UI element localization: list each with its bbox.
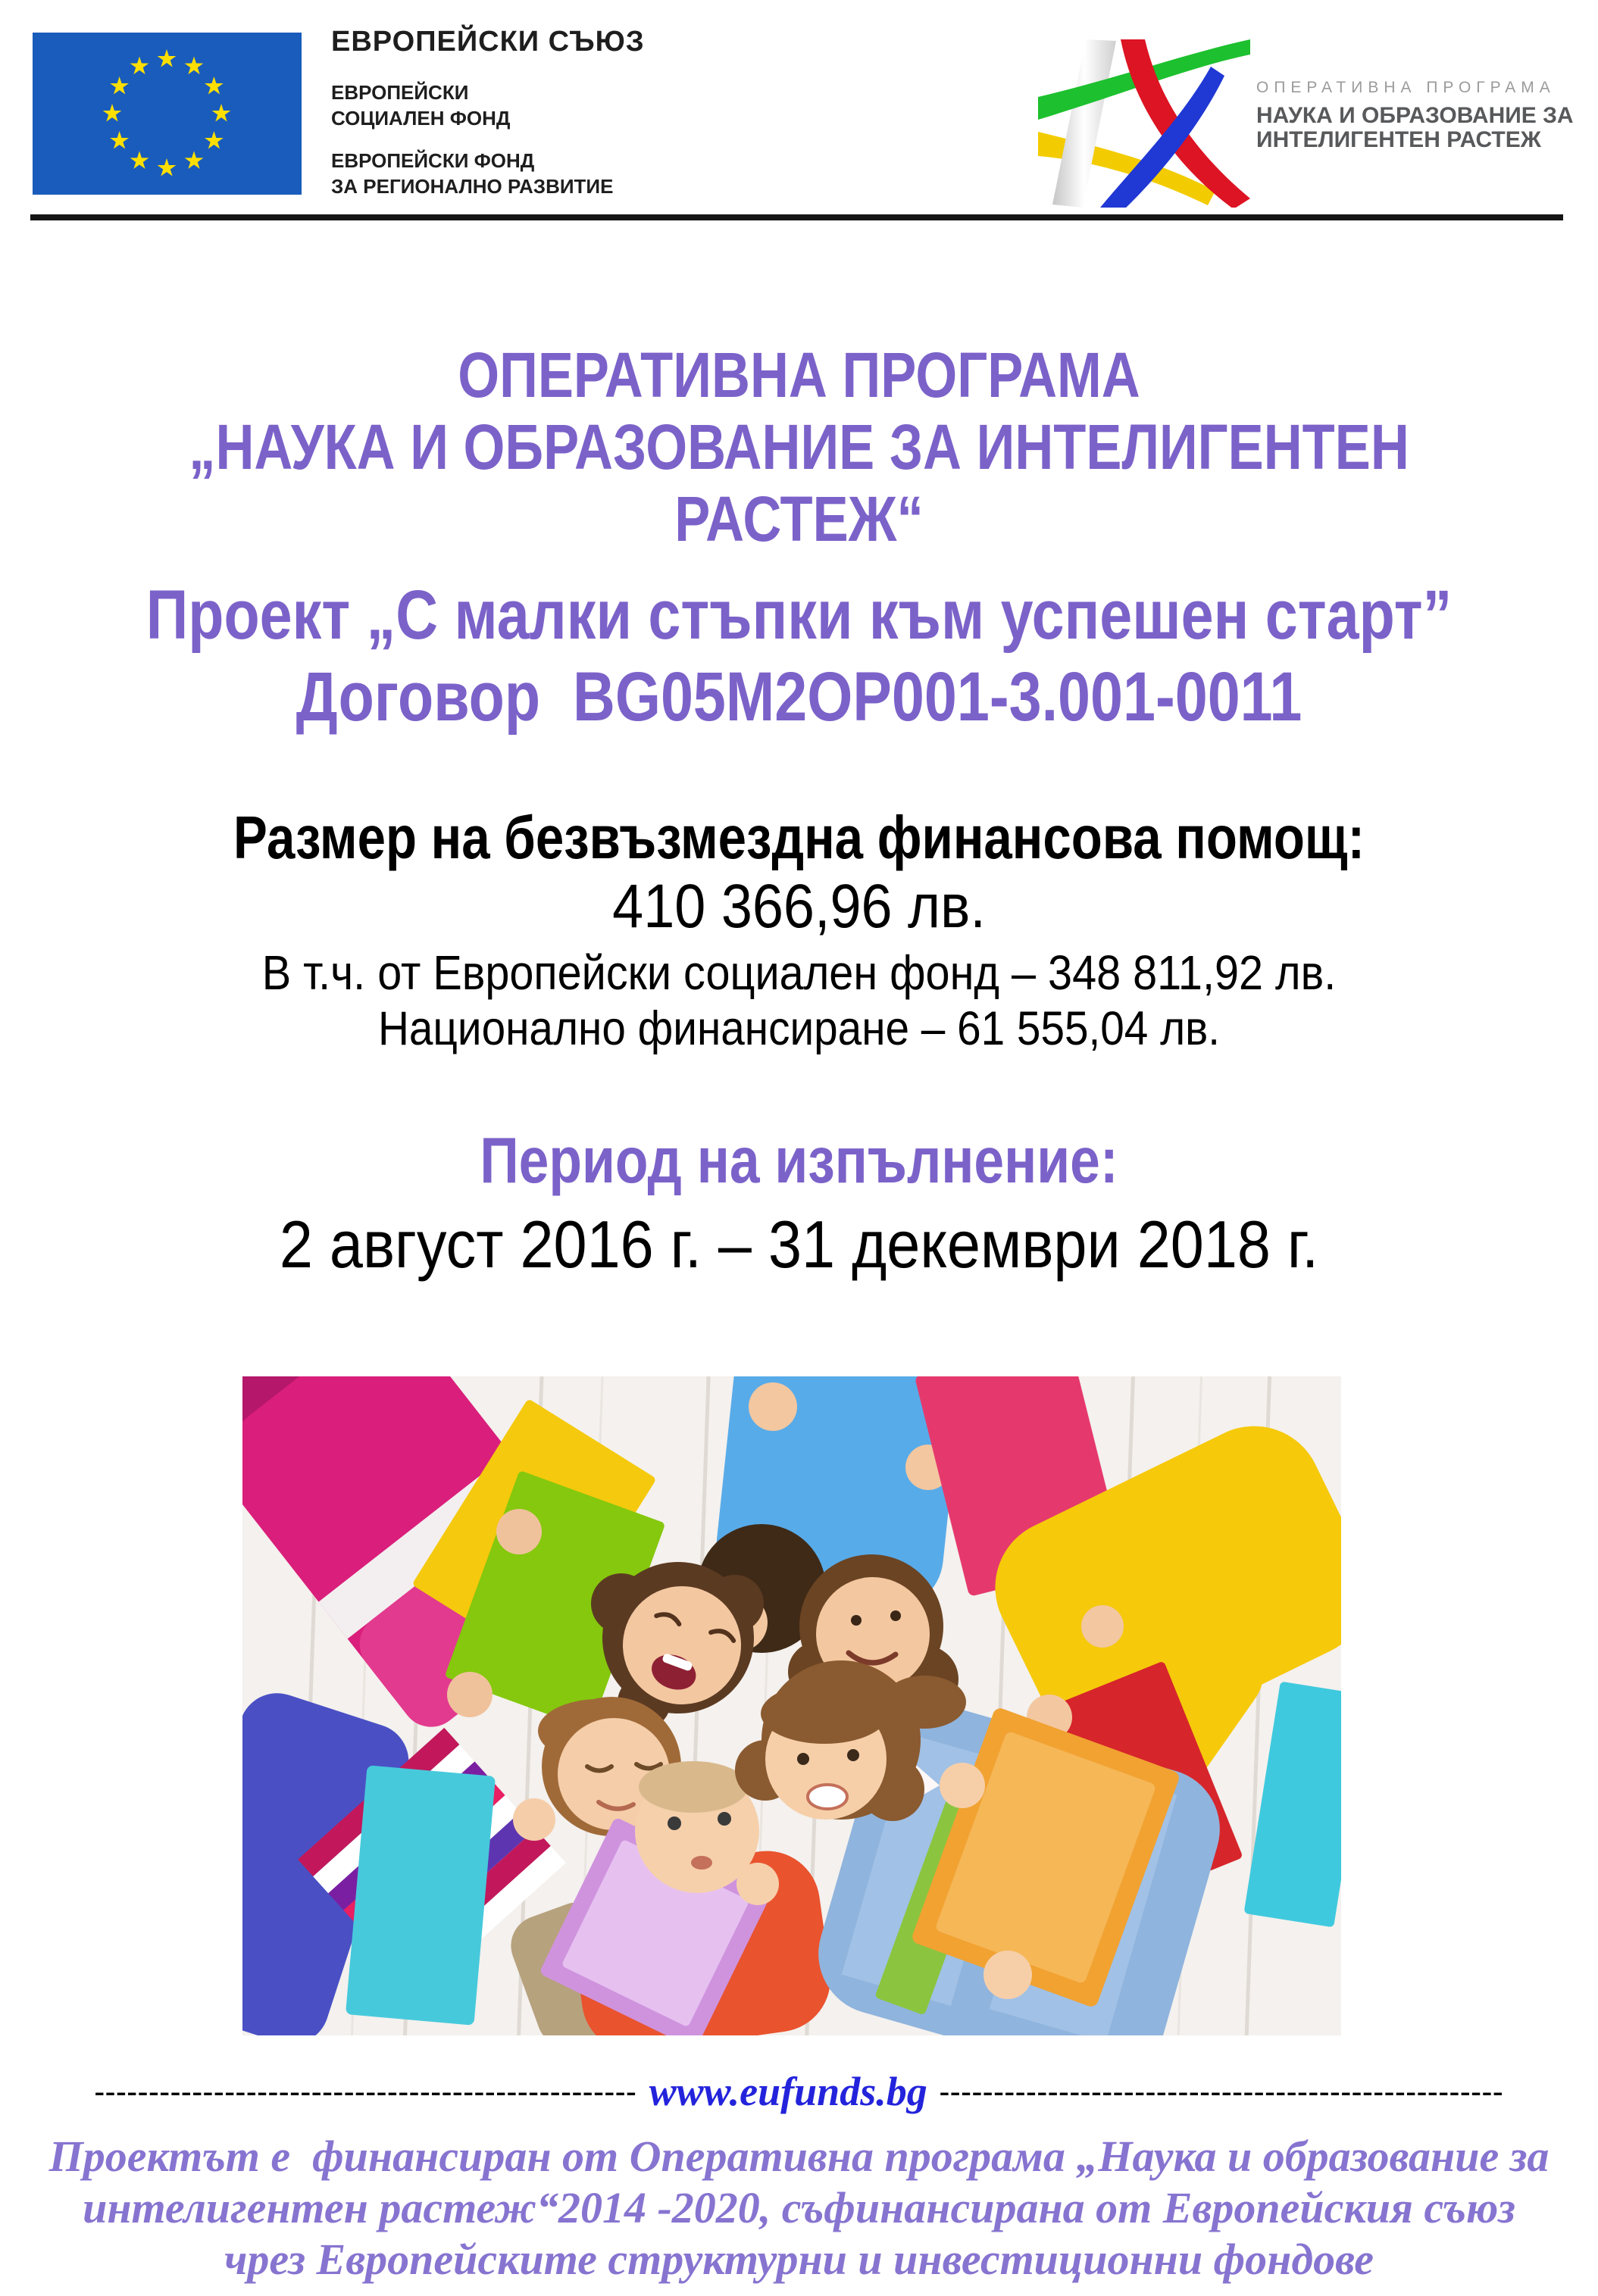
eu-regional-fund-label: ЕВРОПЕЙСКИ ФОНД ЗА РЕГИОНАЛНО РАЗВИТИЕ: [331, 149, 614, 198]
op-logo-kicker: ОПЕРАТИВНА ПРОГРАМА: [1256, 79, 1556, 96]
header-divider-line: [30, 214, 1563, 220]
eufunds-url: www.eufunds.bg: [649, 2069, 927, 2114]
period-heading: Период на изпълнение:: [480, 1125, 1118, 1197]
grant-esf-amount: В т.ч. от Европейски социален фонд – 348 811,92 лв.: [261, 945, 1337, 1000]
grant-heading: Размер на безвъзмездна финансова помощ:: [233, 804, 1365, 871]
funding-note-line3: чрез Европейските структурни и инвестиционни фондове: [224, 2235, 1374, 2284]
period-value: 2 август 2016 г. – 31 декември 2018 г.: [279, 1207, 1319, 1282]
eu-logo-text: [331, 26, 645, 199]
program-title-line2: „НАУКА И ОБРАЗОВАНИЕ ЗА ИНТЕЛИГЕНТЕН РАСТЕЖ“: [189, 411, 1409, 554]
funding-note-line1: Проектът е финансиран от Оперативна програма „Наука и образование за: [48, 2132, 1550, 2181]
op-logo-name: НАУКА И ОБРАЗОВАНИЕ ЗА ИНТЕЛИГЕНТЕН РАСТЕЖ: [1256, 103, 1574, 152]
project-title: [128, 574, 1471, 738]
funding-note: [0, 2131, 1598, 2285]
program-title: [128, 339, 1471, 555]
op-ribbons-icon: [1009, 18, 1252, 208]
project-title-line1: Проект „С малки стъпки към успешен старт”: [145, 576, 1453, 654]
op-logo-text: [1256, 79, 1574, 152]
grant-national-amount: Национално финансиране – 61 555,04 лв.: [377, 1002, 1221, 1055]
funding-note-line2: интелигентен растеж“2014 -2020, съфинансирана от Европейския съюз: [83, 2183, 1515, 2232]
eu-social-fund-label: ЕВРОПЕЙСКИ СОЦИАЛЕН ФОНД: [331, 81, 511, 130]
eufunds-line: [0, 2065, 1598, 2118]
eu-logo-title: ЕВРОПЕЙСКИ СЪЮЗ: [331, 26, 645, 58]
program-title-line1: ОПЕРАТИВНА ПРОГРАМА: [458, 339, 1140, 411]
project-contract-number: Договор BG05M2OP001-3.001-0011: [296, 658, 1302, 736]
dashes-right: ----------------------------------------------------: [939, 2074, 1504, 2108]
dashes-left: --------------------------------------------------: [94, 2074, 637, 2108]
eu-flag-icon: [33, 33, 302, 195]
children-photo: [242, 1376, 1341, 2035]
grant-total-amount: 410 366,96 лв.: [612, 872, 986, 941]
